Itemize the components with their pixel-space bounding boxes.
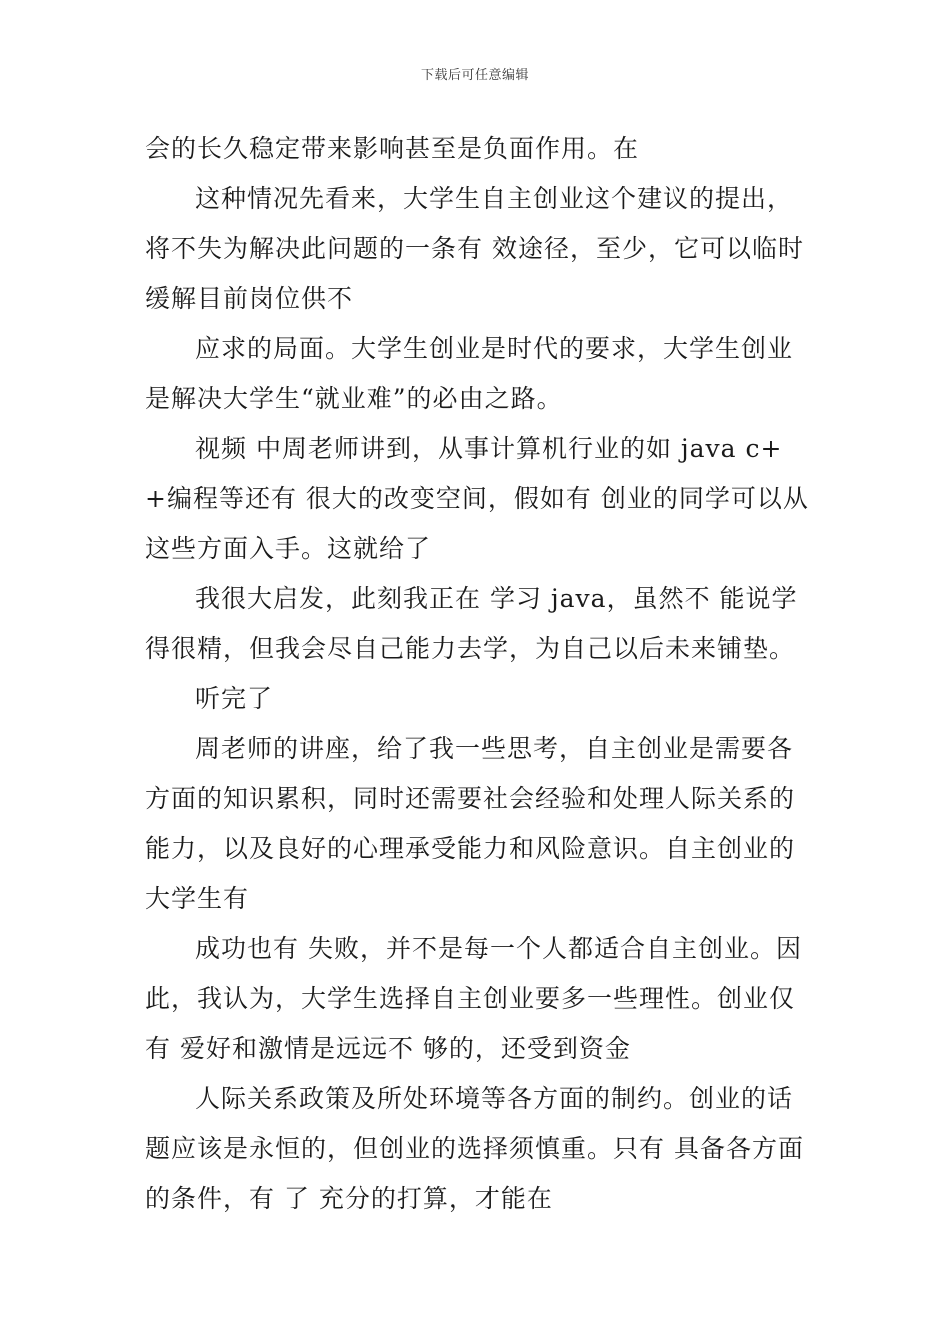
paragraph-8: 成功也有 失败，并不是每一个人都适合自主创业。因此，我认为，大学生选择自主创业要多一些理性。创业仅有 爱好和激情是远远不 够的，还受到资金: [145, 934, 802, 1063]
paragraph-3: 应求的局面。大学生创业是时代的要求，大学生创业是解决大学生“就业难”的必由之路。: [145, 334, 794, 413]
paragraph-1: 会的长久稳定带来影响甚至是负面作用。在: [145, 134, 640, 163]
paragraph-9: 人际关系政策及所处环境等各方面的制约。创业的话题应该是永恒的，但创业的选择须慎重。只有 具备各方面的条件，有 了 充分的打算，才能在: [145, 1084, 804, 1213]
paragraph-4: 视频 中周老师讲到，从事计算机行业的如 java c++编程等还有 很大的改变空间，假如有 创业的同学可以从这些方面入手。这就给了: [145, 434, 809, 563]
paragraph-7: 周老师的讲座，给了我一些思考，自主创业是需要各方面的知识累积，同时还需要社会经验和处理人际关系的能力，以及良好的心理承受能力和风险意识。自主创业的大学生有: [145, 734, 796, 913]
paragraph-6: 听完了: [195, 684, 274, 713]
page-header: 下载后可任意编辑: [420, 68, 529, 83]
paragraph-5: 我很大启发，此刻我正在 学习 java，虽然不 能说学得很精，但我会尽自己能力去学，为自己以后未来铺垫。: [145, 584, 798, 663]
document-body: [145, 124, 813, 1224]
paragraph-2: 这种情况先看来，大学生自主创业这个建议的提出，将不失为解决此问题的一条有 效途径，至少，它可以临时缓解目前岗位供不: [145, 184, 804, 313]
